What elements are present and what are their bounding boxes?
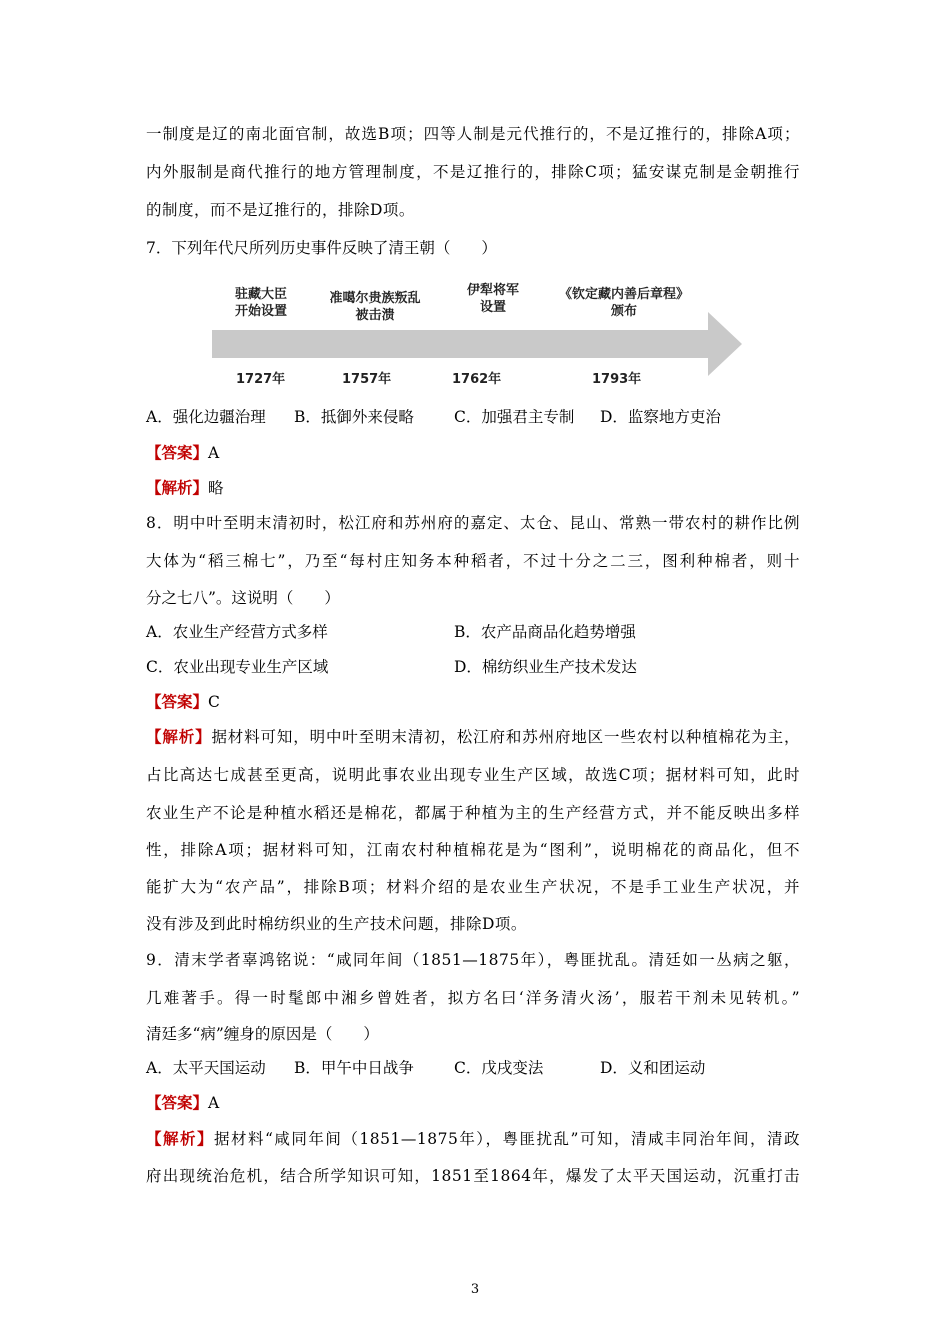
timeline-year: 1757年 <box>342 372 392 387</box>
analysis-line: 没有涉及到此时棉纺织业的生产技术问题，排除D项。 <box>146 915 527 933</box>
question-8-stem: 8．明中叶至明末清初时，松江府和苏州府的嘉定、太仓、昆山、常熟一带农村的耕作比例 <box>146 514 800 532</box>
analysis-text: 略 <box>208 479 224 497</box>
analysis-line: 能扩大为“农产品”，排除B项；材料介绍的是农业生产状况，不是手工业生产状况，并 <box>146 878 800 896</box>
question-9-stem: 清廷多“病”缠身的原因是（ ） <box>146 1025 379 1043</box>
question-9-stem: 9．清末学者辜鸿铭说：“咸同年间（1851—1875年），粤匪扰乱。清廷如一丛病之躯， <box>146 951 800 969</box>
text-line: 一制度是辽的南北面官制，故选B项；四等人制是元代推行的，不是辽推行的，排除A项； <box>146 125 800 143</box>
answer-tag: 【答案】 <box>146 443 209 462</box>
option-d: D．义和团运动 <box>600 1059 706 1077</box>
timeline-year: 1762年 <box>452 372 502 387</box>
question-8-stem: 分之七八”。这说明（ ） <box>146 589 340 607</box>
analysis-line <box>146 1129 800 1149</box>
option-b: B．农产品商品化趋势增强 <box>454 623 636 641</box>
option-b: B．抵御外来侵略 <box>294 408 414 426</box>
analysis-line: 府出现统治危机，结合所学知识可知，1851至1864年，爆发了太平天国运动，沉重打击 <box>146 1167 800 1185</box>
option-d: D．棉纺织业生产技术发达 <box>454 658 637 676</box>
timeline-figure <box>200 272 760 396</box>
timeline-event: 伊犁将军 设置 <box>466 283 519 315</box>
answer-line <box>146 443 219 463</box>
option-a: A．太平天国运动 <box>146 1059 266 1077</box>
option-b: B．甲午中日战争 <box>294 1059 414 1077</box>
timeline-year: 1727年 <box>236 372 286 387</box>
analysis-line: 农业生产不论是种植水稻还是棉花，都属于种植为主的生产经营方式，并不能反映出多样 <box>146 804 800 822</box>
analysis-tag: 【解析】 <box>146 1129 214 1148</box>
option-c: C．加强君主专制 <box>454 408 575 426</box>
timeline-event: 《钦定藏内善后章程》 颁布 <box>558 287 689 319</box>
question-7-stem: 7．下列年代尺所列历史事件反映了清王朝（ ） <box>146 239 497 257</box>
timeline-event: 驻藏大臣 开始设置 <box>234 287 287 319</box>
analysis-text: 据材料“咸同年间（1851—1875年），粤匪扰乱”可知，清咸丰同治年间，清政 <box>214 1130 800 1148</box>
timeline-year: 1793年 <box>592 372 642 387</box>
option-a: A．强化边疆治理 <box>146 408 266 426</box>
answer-tag: 【答案】 <box>146 1093 209 1112</box>
question-8-stem: 大体为“稻三棉七”，乃至“每村庄知务本种稻者，不过十分之二三，图利种棉者，则十 <box>146 552 800 570</box>
answer-value: A <box>208 1094 220 1112</box>
analysis-text: 据材料可知，明中叶至明末清初，松江府和苏州府地区一些农村以种植棉花为主， <box>211 728 800 746</box>
timeline-event: 准噶尔贵族叛乱 被击溃 <box>329 291 421 323</box>
option-d: D．监察地方吏治 <box>600 408 721 426</box>
text-line: 内外服制是商代推行的地方管理制度，不是辽推行的，排除C项；猛安谋克制是金朝推行 <box>146 163 800 181</box>
text-line: 的制度，而不是辽推行的，排除D项。 <box>146 201 415 219</box>
page-number: 3 <box>470 1282 480 1297</box>
option-a: A．农业生产经营方式多样 <box>146 623 328 641</box>
answer-line <box>146 1093 219 1113</box>
answer-tag: 【答案】 <box>146 692 209 711</box>
analysis-line: 性，排除A项；据材料可知，江南农村种植棉花是为“图利”，说明棉花的商品化，但不 <box>146 841 800 859</box>
answer-line <box>146 692 220 712</box>
analysis-line <box>146 478 224 498</box>
analysis-tag: 【解析】 <box>146 478 209 497</box>
analysis-tag: 【解析】 <box>146 727 212 746</box>
question-9-stem: 几难著手。得一时髦郎中湘乡曾姓者，拟方名曰‘洋务清火汤’，服若干剂未见转机。” <box>146 989 800 1007</box>
option-c: C．戊戌变法 <box>454 1059 544 1077</box>
analysis-line: 占比高达七成甚至更高，说明此事农业出现专业生产区域，故选C项；据材料可知，此时 <box>146 766 800 784</box>
answer-value: C <box>208 693 220 711</box>
option-c: C．农业出现专业生产区域 <box>146 658 329 676</box>
answer-value: A <box>208 444 220 462</box>
analysis-line <box>146 727 800 747</box>
